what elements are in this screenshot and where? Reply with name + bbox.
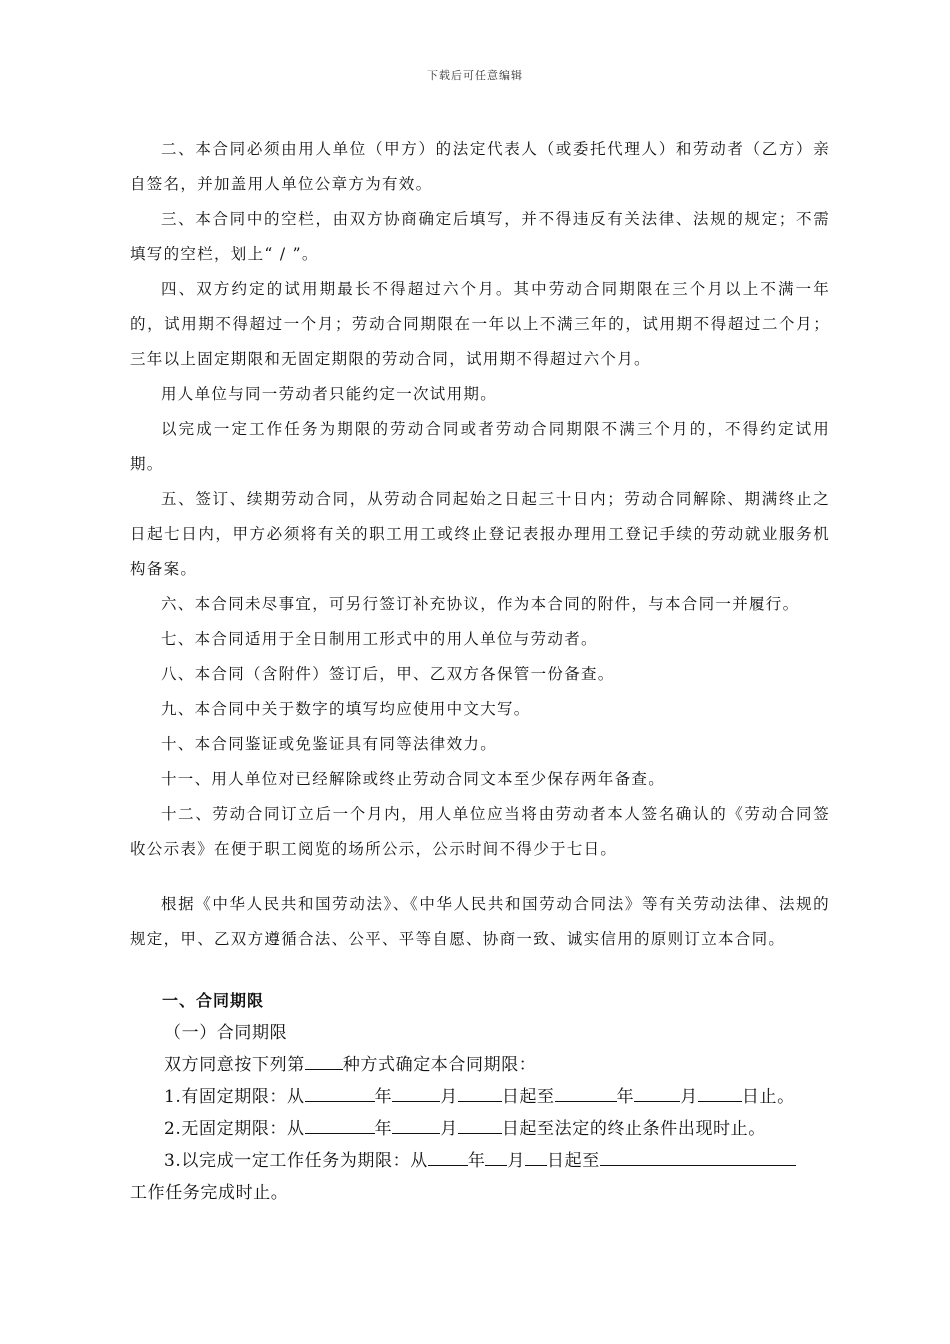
task-term-line [130,1145,830,1177]
unit-text: 月 [507,1151,526,1171]
end-month-blank[interactable] [634,1083,680,1102]
note-paragraph: 十二、劳动合同订立后一个月内，用人单位应当将由劳动者本人签名确认的《劳动合同签收公示表》在便于职工阅览的场所公示，公示时间不得少于七日。 [130,805,830,858]
term-choice-blank[interactable] [305,1051,343,1070]
unit-text: 月 [440,1087,458,1107]
end-year-blank[interactable] [555,1083,617,1102]
start-month-blank[interactable] [485,1147,507,1166]
note-paragraph: 十、本合同鉴证或免鉴证具有同等法律效力。 [161,735,498,753]
section-title: 一、合同期限 [162,991,265,1010]
start-year-blank[interactable] [305,1115,375,1134]
start-month-blank[interactable] [392,1083,440,1102]
term-choice-text: 双方同意按下列第 [164,1055,305,1075]
term-choice-line [130,1049,830,1081]
start-year-blank[interactable] [305,1083,375,1102]
note-paragraph: 八、本合同（含附件）签订后，甲、乙双方各保管一份备查。 [161,665,615,683]
unit-text: 日起至 [547,1151,600,1171]
task-description-blank[interactable] [600,1147,796,1166]
open-term-line [130,1113,830,1145]
note-paragraph: 六、本合同未尽事宜，可另行签订补充协议，作为本合同的附件，与本合同一并履行。 [161,595,800,613]
unit-text: 日起至 [501,1087,555,1107]
start-year-blank[interactable] [428,1147,468,1166]
note-paragraph: 以完成一定工作任务为期限的劳动合同或者劳动合同期限不满三个月的，不得约定试用期。 [130,420,830,473]
note-paragraph: 四、双方约定的试用期最长不得超过六个月。其中劳动合同期限在三个月以上不满一年的，试用期不得超过一个月；劳动合同期限在一年以上不满三年的，试用期不得超过二个月；三年以上固定期限和无固定期限的劳动合同，试用期不得超过六个月。 [130,280,830,368]
task-term-end: 工作任务完成时止。 [130,1183,289,1203]
start-day-blank[interactable] [525,1147,547,1166]
option-label: 3.以完成一定工作任务为期限：从 [164,1151,428,1171]
unit-text: 年 [467,1151,486,1171]
unit-text: 年 [374,1119,393,1139]
intro-paragraph: 根据《中华人民共和国劳动法》、《中华人民共和国劳动合同法》等有关劳动法律、法规的规定，甲、乙双方遵循合法、公平、平等自愿、协商一致、诚实信用的原则订立本合同。 [130,895,830,948]
unit-text: 年 [374,1087,393,1107]
note-paragraph: 九、本合同中关于数字的填写均应使用中文大写。 [161,700,531,718]
note-paragraph: 用人单位与同一劳动者只能约定一次试用期。 [161,385,498,403]
spacer [130,957,830,985]
fixed-term-line [130,1081,830,1113]
unit-text: 月 [440,1119,458,1139]
unit-text: 月 [680,1087,698,1107]
option-label: 1.有固定期限：从 [164,1087,305,1107]
unit-text: 日起至法定的终止条件出现时止。 [501,1119,766,1139]
document-body [130,132,830,1209]
start-month-blank[interactable] [392,1115,440,1134]
note-paragraph: 五、签订、续期劳动合同，从劳动合同起始之日起三十日内；劳动合同解除、期满终止之日起七日内，甲方必须将有关的职工用工或终止登记表报办理用工登记手续的劳动就业服务机构备案。 [130,490,830,578]
unit-text: 年 [616,1087,635,1107]
note-paragraph: 十一、用人单位对已经解除或终止劳动合同文本至少保存两年备查。 [161,770,666,788]
section-subtitle: （一）合同期限 [164,1023,288,1043]
start-day-blank[interactable] [458,1115,502,1134]
option-label: 2.无固定期限：从 [164,1119,305,1139]
page-header: 下载后可任意编辑 [427,69,523,82]
note-paragraph: 二、本合同必须由用人单位（甲方）的法定代表人（或委托代理人）和劳动者（乙方）亲自签名，并加盖用人单位公章方为有效。 [130,140,830,193]
note-paragraph: 三、本合同中的空栏，由双方协商确定后填写，并不得违反有关法律、法规的规定；不需填写的空栏，划上“ / ”。 [130,210,830,263]
note-paragraph: 七、本合同适用于全日制用工形式中的用人单位与劳动者。 [161,630,598,648]
end-day-blank[interactable] [698,1083,742,1102]
spacer [130,867,830,887]
term-choice-text: 种方式确定本合同期限： [342,1055,537,1075]
unit-text: 日止。 [741,1087,795,1107]
start-day-blank[interactable] [458,1083,502,1102]
